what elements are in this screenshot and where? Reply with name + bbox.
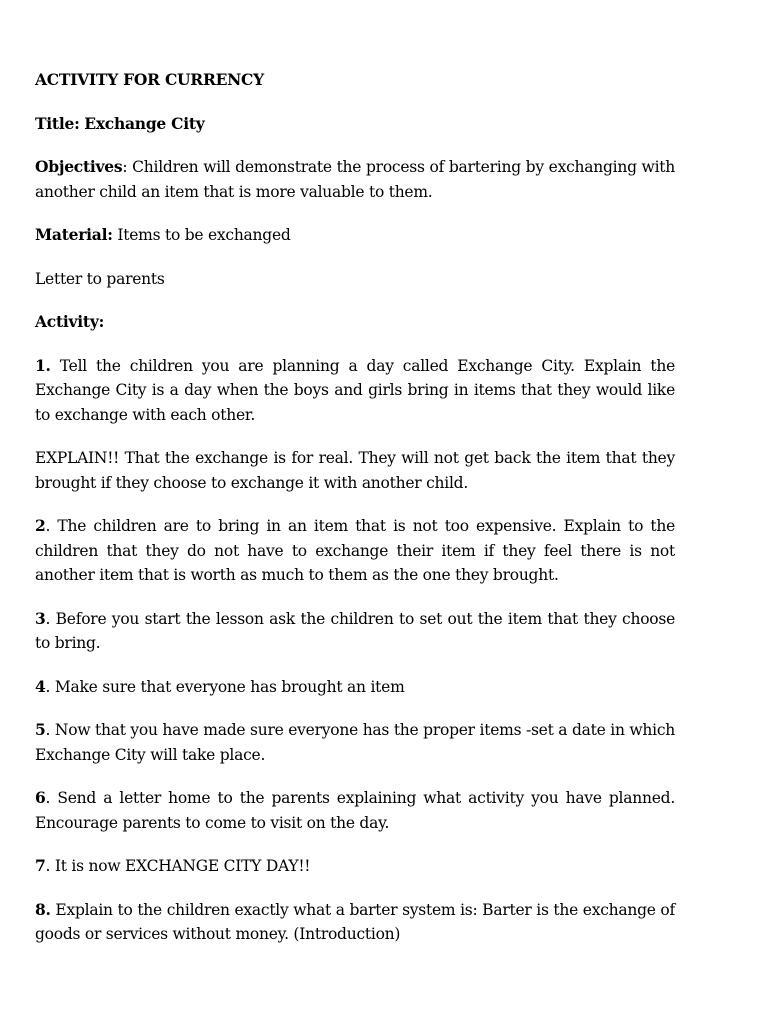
- step-3: [35, 607, 675, 656]
- step-number: 8.: [35, 899, 51, 919]
- objectives-paragraph: [35, 155, 675, 204]
- step-text: . The children are to bring in an item that is not too expensive. Explain to the children that they do not have to exchange their item if they feel there is not another item that is worth as much to them as the one they brought.: [35, 517, 675, 584]
- material-line: [35, 223, 675, 248]
- step-text: . It is now EXCHANGE CITY DAY!!: [45, 857, 311, 875]
- step-4: [35, 675, 675, 700]
- step-text: Explain to the children exactly what a barter system is: Barter is the exchange of goods or services without money. (Introduction): [35, 900, 675, 943]
- step-text: Tell the children you are planning a day called Exchange City. Explain the Exchange City is a day when the boys and girls bring in items that they would like to exchange with each other.: [35, 356, 675, 424]
- material-text: Items to be exchanged: [112, 226, 291, 244]
- step-7: [35, 854, 675, 879]
- step-number: 6: [35, 788, 46, 807]
- step-2: [35, 514, 675, 588]
- step-text: . Before you start the lesson ask the children to set out the item that they choose to bring.: [35, 609, 675, 652]
- letter-line: [35, 267, 675, 292]
- step-text: . Now that you have made sure everyone has the proper items -set a date in which Exchange City will take place.: [35, 721, 675, 764]
- step-1: [35, 354, 675, 428]
- step-text: . Send a letter home to the parents explaining what activity you have planned. Encourage parents to come to visit on the day.: [35, 789, 675, 832]
- objectives-label: Objectives: [35, 157, 123, 176]
- objectives-text: : Children will demonstrate the process of bartering by exchanging with another child an item that is more valuable to them.: [35, 158, 675, 201]
- explain-note: [35, 446, 675, 495]
- step-8: [35, 898, 675, 947]
- step-number: 2: [35, 516, 46, 535]
- step-number: 1.: [35, 355, 51, 375]
- step-6: [35, 786, 675, 835]
- step-5: [35, 718, 675, 767]
- step-number: 4: [35, 676, 46, 696]
- step-number: 7: [35, 856, 46, 875]
- step-number: 3: [35, 608, 46, 628]
- material-label: Material:: [35, 225, 113, 244]
- activity-heading: [35, 310, 675, 335]
- title-value: Exchange City: [84, 113, 205, 133]
- heading-text: ACTIVITY FOR CURRENCY: [35, 70, 264, 89]
- step-text: EXPLAIN!! That the exchange is for real. They will not get back the item that they brought if they choose to exchange it with another child.: [35, 449, 675, 492]
- activity-label: Activity:: [35, 312, 105, 331]
- step-text: . Make sure that everyone has brought an item: [45, 677, 405, 696]
- title-label: Title:: [35, 113, 80, 133]
- document-heading: [35, 68, 675, 93]
- step-number: 5: [35, 720, 46, 739]
- letter-to-parents-text: Letter to parents: [35, 269, 165, 288]
- document-page: [35, 68, 675, 966]
- title-line: [35, 112, 675, 137]
